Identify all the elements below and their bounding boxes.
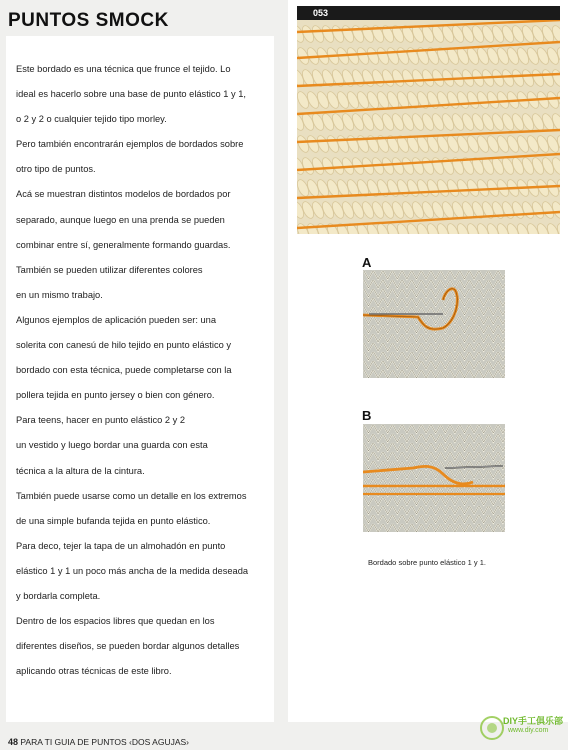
watermark-title: DIY手工俱乐部 [503,716,564,726]
body-line: y bordarla completa. [16,590,101,601]
body-line: solerita con canesú de hilo tejido en punto elástico y [16,340,231,351]
body-line: Acá se muestran distintos modelos de bordados por [16,189,231,200]
body-line: También puede usarse como un detalle en los extremos [16,490,247,501]
body-line: diferentes diseños, se pueden bordar algunos detalles [16,641,240,652]
body-line: Dentro de los espacios libres que quedan en los [16,616,215,627]
body-line: Algunos ejemplos de aplicación pueden ser: una [16,314,217,325]
diagram-b [363,424,505,532]
body-line: en un mismo trabajo. [16,289,103,300]
body-line: ideal es hacerlo sobre una base de punto elástico 1 y 1, [16,89,246,100]
body-line: separado, aunque luego en una prenda se pueden [16,214,225,225]
diagram-b-label: B [362,408,372,423]
body-line: combinar entre sí, generalmente formando guardas. [16,239,231,250]
body-line: aplicando otras técnicas de este libro. [16,666,172,677]
body-line: Para deco, tejer la tapa de un almohadón en punto [16,540,226,551]
body-line: También se pueden utilizar diferentes colores [16,264,203,275]
body-line: Para teens, hacer en punto elástico 2 y 2 [16,415,186,426]
body-line: o 2 y 2 o cualquier tejido tipo morley. [16,114,167,125]
diagram-a [363,270,505,378]
body-line: de una simple bufanda tejida en punto elástico. [16,515,211,526]
page-number: 48 [8,737,19,747]
body-line: un vestido y luego bordar una guarda con esta [16,440,208,451]
footer [8,737,189,747]
body-line: elástico 1 y 1 un poco más ancha de la medida deseada [16,565,249,576]
knit-photo [297,6,560,234]
body-line: pollera tejida en punto jersey o bien con género. [16,390,215,401]
body-text [16,57,271,684]
body-line: otro tipo de puntos. [16,164,96,175]
body-line: Pero también encontrarán ejemplos de bordados sobre [16,139,244,150]
body-line: Este bordado es una técnica que frunce el tejido. Lo [16,64,231,74]
body-line: técnica a la altura de la cintura. [16,465,145,476]
photo-number: 053 [297,6,560,20]
body-line: bordado con esta técnica, puede completarse con la [16,365,232,376]
knit-texture [297,20,560,234]
diagram-caption: Bordado sobre punto elástico 1 y 1. [368,558,486,567]
diagram-a-label: A [362,255,372,270]
footer-text: PARA TI GUIA DE PUNTOS ‹DOS AGUJAS› [20,737,190,747]
watermark-url: www.diy.com [508,727,549,734]
page-title: PUNTOS SMOCK [8,10,169,31]
